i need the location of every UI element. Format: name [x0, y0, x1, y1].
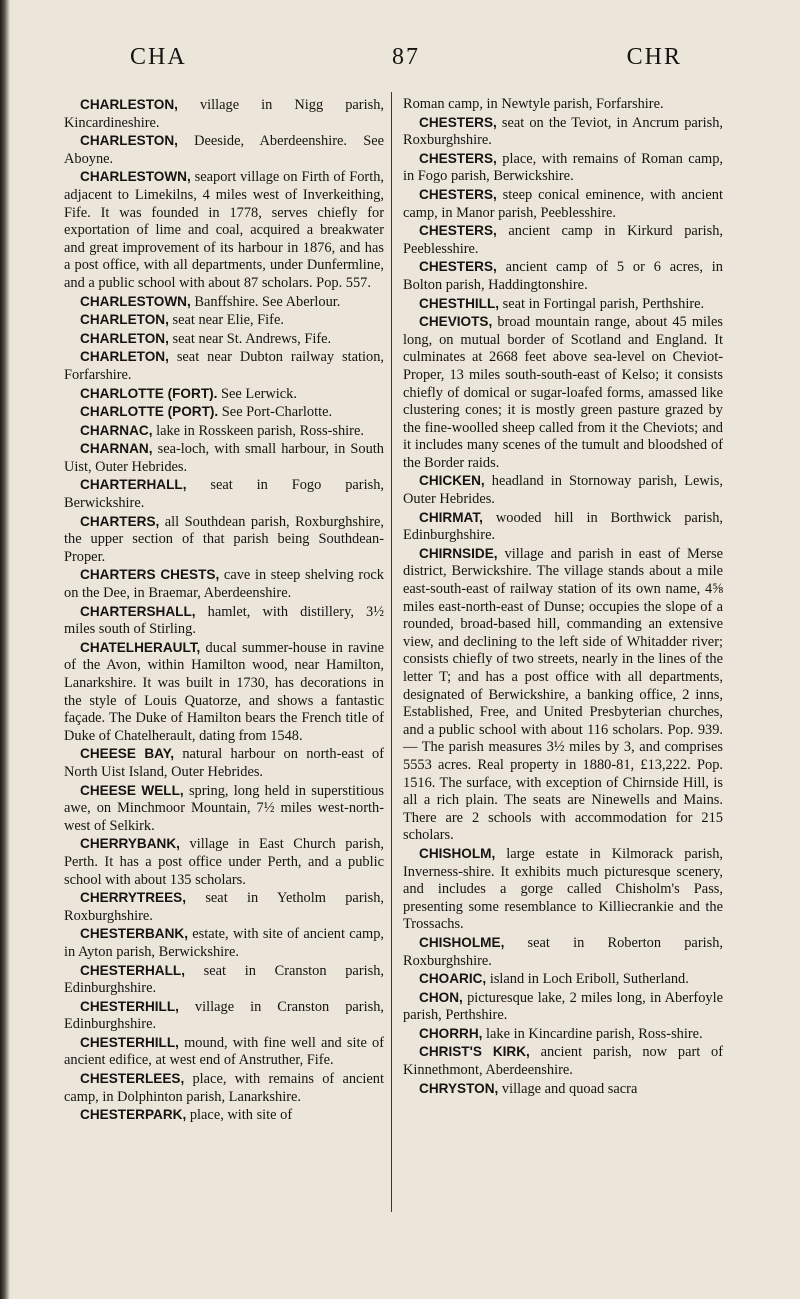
entry-text: See Port-Charlotte. — [218, 404, 333, 421]
gazetteer-entry — [403, 313, 723, 472]
gazetteer-entry — [64, 782, 384, 836]
entry-text: mound, with fine well and site of ancient edifice, at west end of Anstruther, Fife. — [64, 1034, 384, 1069]
entry-headword: CHEESE BAY, — [80, 746, 175, 762]
entry-text: ancient camp in Kirkurd parish, Peeblesshire. — [403, 223, 723, 257]
entry-text: picturesque lake, 2 miles long, in Aberfoyle parish, Perthshire. — [403, 989, 723, 1024]
entry-headword: CHESTERS, — [419, 259, 497, 275]
entry-text: headland in Stornoway parish, Lewis, Outer Hebrides. — [403, 473, 723, 508]
entry-text: seat in Cranston parish, Edinburghshire. — [64, 962, 384, 997]
entry-headword: CHESTERBANK, — [80, 926, 188, 942]
entry-headword: CHARTERHALL, — [80, 477, 187, 493]
entry-text: seaport village on Firth of Forth, adjacent to Limekilns, 4 miles west of Inverkeithing, Fife. It was founded in 1778, serves chiefly for exportation of lime and coal, acquired a breakwater and great improvement of its harbour in 1876, and has a post office, with all departments, under Dunfermline, and a public school with about 87 scholars. Pop. 557. — [64, 169, 384, 291]
entry-headword: CHARTERS, — [80, 513, 160, 529]
gazetteer-entry — [403, 114, 723, 150]
gazetteer-entry — [64, 1034, 384, 1070]
page-number: 87 — [392, 44, 420, 70]
entry-headword: CHICKEN, — [419, 473, 485, 489]
entry-text: See Lerwick. — [217, 385, 297, 402]
gazetteer-entry — [64, 330, 384, 349]
entry-text: Deeside, Aberdeenshire. See Aboyne. — [64, 133, 384, 167]
gazetteer-entry — [64, 422, 384, 441]
gazetteer-entry — [64, 348, 384, 384]
entry-text: village and quoad sacra — [498, 1080, 638, 1097]
entry-headword: CHESTERS, — [419, 186, 497, 202]
gazetteer-entry — [403, 258, 723, 294]
entry-text: seat on the Teviot, in Ancrum parish, Roxburghshire. — [403, 114, 723, 149]
gazetteer-entry — [403, 545, 723, 845]
entry-headword: CHARLESTON, — [80, 97, 178, 112]
entry-headword: CHISHOLM, — [419, 845, 496, 861]
gazetteer-entry — [64, 835, 384, 889]
entry-text: all Southdean parish, Roxburghshire, the upper section of that parish being Southdean-Proper. — [64, 513, 384, 565]
entry-text: village in Cranston parish, Edinburghshire. — [64, 998, 384, 1033]
entry-text: estate, with site of ancient camp, in Ayton parish, Berwickshire. — [64, 926, 384, 960]
entry-headword: CHARLETON, — [80, 349, 169, 365]
entry-headword: CHIRMAT, — [419, 509, 483, 525]
entry-headword: CHESTERS, — [419, 114, 497, 130]
entry-headword: CHISHOLME, — [419, 934, 505, 950]
entry-text: place, with site of — [186, 1107, 293, 1124]
gazetteer-entry — [403, 934, 723, 970]
gazetteer-entry — [64, 96, 384, 132]
entry-text: sea-loch, with small harbour, in South Uist, Outer Hebrides. — [64, 441, 384, 475]
entry-headword: CHARLETON, — [80, 330, 169, 346]
entry-text: Roman camp, in Newtyle parish, Forfarshire. — [403, 96, 664, 112]
right-column — [403, 96, 723, 1276]
entry-headword: CHESTERS, — [419, 223, 497, 239]
entry-text: cave in steep shelving rock on the Dee, in Braemar, Aberdeenshire. — [64, 567, 384, 602]
gazetteer-entry — [64, 639, 384, 746]
entry-text: large estate in Kilmorack parish, Inverness-shire. It exhibits much picturesque scenery, and includes a gorge called Chisholm's Pass, presenting some resemblance to Killiecrankie and the Trossachs. — [403, 845, 723, 933]
entry-text: ancient parish, now part of Kinnethmont, Aberdeenshire. — [403, 1044, 723, 1079]
entry-headword: CHERRYTREES, — [80, 890, 186, 906]
gazetteer-entry — [403, 472, 723, 508]
header-left: CHA — [130, 44, 187, 70]
entry-text: seat near St. Andrews, Fife. — [168, 330, 332, 347]
left-column — [64, 96, 384, 1276]
gazetteer-entry — [64, 440, 384, 476]
entry-headword: CHRYSTON, — [419, 1080, 499, 1096]
entry-headword: CHARLOTTE (PORT). — [80, 404, 219, 420]
entry-text: village and parish in east of Merse district, Berwickshire. The village stands about a mile east-south-east of railway station of its own name, 4⅝ miles east-north-east of Dunse; occupies the slope of a rounded, broad-based hill, commanding an extensive view, and declining to the left side of Whitadder river; consists chiefly of two streets, nearly in the lines of the letter T; and has a post office with all departments, designated of Berwickshire, a banking office, 2 inns, Established, Free, and United Presbyterian churches, and a public school with about 116 scholars. Pop. 939. — The parish measures 3½ miles by 3, and comprises 5553 acres. Real property in 1880-81, £13,222. Pop. 1516. The surface, with exception of Chirnside Hill, is all a rich plain. The seats are Ninewells and Mains. There are 2 schools with accommodation for 215 scholars. — [403, 545, 723, 844]
gazetteer-entry — [64, 403, 384, 422]
entry-headword: CHIRNSIDE, — [419, 545, 498, 561]
entry-headword: CHESTERS, — [419, 150, 497, 166]
gazetteer-entry — [403, 186, 723, 222]
gazetteer-entry — [64, 476, 384, 512]
entry-headword: CHATELHERAULT, — [80, 639, 201, 655]
entry-text: wooded hill in Borthwick parish, Edinburghshire. — [403, 509, 723, 544]
entry-text: natural harbour on north-east of North Uist Island, Outer Hebrides. — [64, 746, 384, 780]
gazetteer-entry — [64, 385, 384, 404]
gazetteer-entry — [403, 1043, 723, 1079]
running-head — [130, 44, 682, 78]
gazetteer-entry — [64, 962, 384, 998]
entry-headword: CHESTERPARK, — [80, 1107, 187, 1123]
entry-text: island in Loch Eriboll, Sutherland. — [486, 971, 689, 988]
gazetteer-entry — [64, 566, 384, 602]
entry-text: place, with remains of Roman camp, in Fogo parish, Berwickshire. — [403, 150, 723, 185]
entry-headword: CHARLESTON, — [80, 133, 178, 149]
gazetteer-entry — [64, 745, 384, 781]
entry-headword: CHARLESTOWN, — [80, 293, 191, 309]
entry-headword: CHESTERHILL, — [80, 998, 179, 1014]
entry-headword: CHARLESTOWN, — [80, 169, 191, 185]
entry-headword: CHRIST'S KIRK, — [419, 1044, 530, 1060]
gazetteer-entry — [403, 1080, 723, 1099]
entry-headword: CHORRH, — [419, 1025, 483, 1041]
entry-headword: CHARTERSHALL, — [80, 603, 196, 619]
entry-headword: CHESTHILL, — [419, 295, 500, 311]
entry-headword: CHARLOTTE (FORT). — [80, 385, 218, 401]
gazetteer-entry — [64, 132, 384, 168]
gazetteer-entry — [64, 293, 384, 312]
entry-text: ancient camp of 5 or 6 acres, in Bolton parish, Haddingtonshire. — [403, 259, 723, 293]
entry-text: steep conical eminence, with ancient camp, in Manor parish, Peeblesshire. — [403, 186, 723, 221]
entry-headword: CHON, — [419, 989, 463, 1005]
entry-headword: CHESTERLEES, — [80, 1071, 185, 1087]
entry-text: seat in Roberton parish, Roxburghshire. — [403, 934, 723, 969]
column-rule — [391, 92, 392, 1212]
entry-headword: CHARTERS CHESTS, — [80, 567, 220, 583]
entry-headword: CHESTERHILL, — [80, 1034, 179, 1050]
entry-text: seat near Dubton railway station, Forfarshire. — [64, 349, 384, 383]
entry-text: ducal summer-house in ravine of the Avon, within Hamilton wood, near Hamilton, Lanarkshire. It was built in 1730, has decorations in the style of Louis Quatorze, and shows a fantastic façade. The Duke of Hamilton bears the French title of Duke of Chatelherault, dating from 1548. — [64, 639, 384, 744]
entry-text: hamlet, with distillery, 3½ miles south of Stirling. — [64, 603, 384, 638]
header-right: CHR — [626, 44, 682, 70]
entry-text: spring, long held in superstitious awe, on Minchmoor Mountain, 7½ miles west-north-west of Selkirk. — [64, 782, 384, 834]
gazetteer-entry — [64, 603, 384, 639]
gazetteer-entry — [64, 925, 384, 961]
gazetteer-entry — [64, 311, 384, 330]
entry-text: seat near Elie, Fife. — [168, 312, 284, 329]
gazetteer-entry — [64, 168, 384, 292]
gazetteer-entry — [64, 1070, 384, 1106]
entry-headword: CHEESE WELL, — [80, 782, 184, 798]
entry-text: lake in Kincardine parish, Ross-shire. — [482, 1025, 703, 1042]
gazetteer-entry — [64, 889, 384, 925]
page-gutter-shadow — [0, 0, 10, 1299]
entry-headword: CHARNAN, — [80, 441, 153, 457]
gazetteer-entry — [64, 1106, 384, 1125]
entry-text: village in Nigg parish, Kincardineshire. — [64, 97, 384, 131]
gazetteer-entry — [403, 989, 723, 1025]
entry-headword: CHARNAC, — [80, 422, 153, 438]
gazetteer-entry — [403, 96, 723, 114]
entry-text: seat in Yetholm parish, Roxburghshire. — [64, 890, 384, 924]
entry-text: Banffshire. See Aberlour. — [190, 293, 341, 310]
entry-text: broad mountain range, about 45 miles long, on mutual border of Scotland and England. It culminates at 2668 feet above sea-level on Cheviot-Proper, 13 miles south-south-east of Kelso; it consists chiefly of domical or sugar-loafed forms, amassed like clustering cones; it is mostly green pasture grazed by the fine-woolled sheep called from it the Cheviots; and it includes many scenes of the tumult and bloodshed of the Border raids. — [403, 314, 723, 471]
entry-text: seat in Fogo parish, Berwickshire. — [64, 477, 384, 512]
entry-text: village in East Church parish, Perth. It has a post office under Perth, and a public school with about 135 scholars. — [64, 836, 384, 888]
gazetteer-entry — [403, 295, 723, 314]
entry-headword: CHARLETON, — [80, 312, 169, 328]
entry-text: seat in Fortingal parish, Perthshire. — [499, 295, 705, 312]
gazetteer-entry — [403, 970, 723, 989]
entry-headword: CHERRYBANK, — [80, 836, 180, 852]
gazetteer-entry — [403, 509, 723, 545]
entry-headword: CHEVIOTS, — [419, 314, 493, 330]
entry-headword: CHESTERHALL, — [80, 962, 185, 978]
gazetteer-entry — [64, 998, 384, 1034]
entry-text: place, with remains of ancient camp, in Dolphinton parish, Lanarkshire. — [64, 1071, 384, 1105]
gazetteer-entry — [64, 513, 384, 567]
gazetteer-entry — [403, 150, 723, 186]
entry-text: lake in Rosskeen parish, Ross-shire. — [152, 422, 364, 439]
gazetteer-entry — [403, 222, 723, 258]
gazetteer-entry — [403, 845, 723, 934]
entry-headword: CHOARIC, — [419, 971, 487, 987]
gazetteer-entry — [403, 1025, 723, 1044]
